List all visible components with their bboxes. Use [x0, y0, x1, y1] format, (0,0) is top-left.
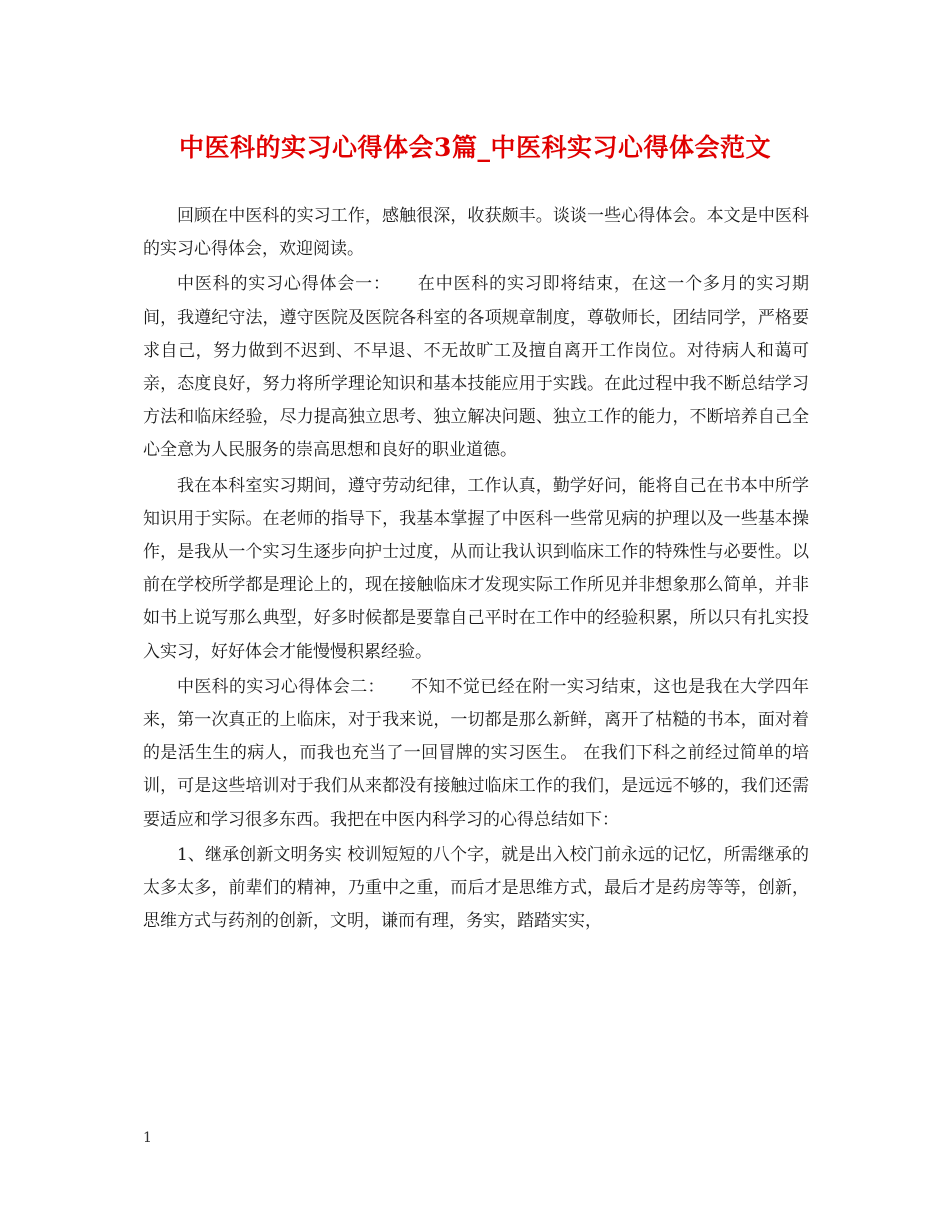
paragraph-essay-two-point-one: 1、继承创新文明务实 校训短短的八个字，就是出入校门前永远的记忆，所需继承的太多太多，前辈们的精神，乃重中之重，而后才是思维方式，最后才是药房等等，创新，思维方式与药剂的创新，文明，谦而有理，务实，踏踏实实，	[143, 844, 809, 932]
page-number: 1	[143, 1130, 152, 1146]
paragraph-essay-one: 中医科的实习心得体会一： 在中医科的实习即将结束，在这一个多月的实习期间，我遵纪守法，遵守医院及医院各科室的各项规章制度，尊敬师长，团结同学，严格要求自己，努力做到不迟到、不早退、不无故旷工及擅自离开工作岗位。对待病人和蔼可亲，态度良好，努力将所学理论知识和基本技能应用于实践。在此过程中我不断总结学习方法和临床经验，尽力提高独立思考、独立解决问题、独立工作的能力，不断培养自己全心全意为人民服务的崇高思想和良好的职业道德。	[143, 274, 809, 461]
document-body	[143, 200, 809, 940]
document-title: 中医科的实习心得体会3篇_中医科实习心得体会范文	[179, 133, 771, 162]
paragraph-intro: 回顾在中医科的实习工作，感触很深，收获颇丰。谈谈一些心得体会。本文是中医科的实习心得体会，欢迎阅读。	[143, 206, 809, 260]
paragraph-essay-one-continued: 我在本科室实习期间，遵守劳动纪律，工作认真，勤学好问，能将自己在书本中所学知识用于实际。在老师的指导下，我基本掌握了中医科一些常见病的护理以及一些基本操作，是我从一个实习生逐步向护士过度，从而让我认识到临床工作的特殊性与必要性。以前在学校所学都是理论上的，现在接触临床才发现实际工作所见并非想象那么简单，并非如书上说写那么典型，好多时候都是要靠自己平时在工作中的经验积累，所以只有扎实投入实习，好好体会才能慢慢积累经验。	[143, 475, 809, 662]
paragraph-essay-two: 中医科的实习心得体会二： 不知不觉已经在附一实习结束，这也是我在大学四年来，第一次真正的上临床，对于我来说，一切都是那么新鲜，离开了枯糙的书本，面对着的是活生生的病人，而我也充当了一回冒牌的实习医生。 在我们下科之前经过简单的培训，可是这些培训对于我们从来都没有接触过临床工作的我们，是远远不够的，我们还需要适应和学习很多东西。我把在中医内科学习的心得总结如下：	[143, 676, 809, 830]
